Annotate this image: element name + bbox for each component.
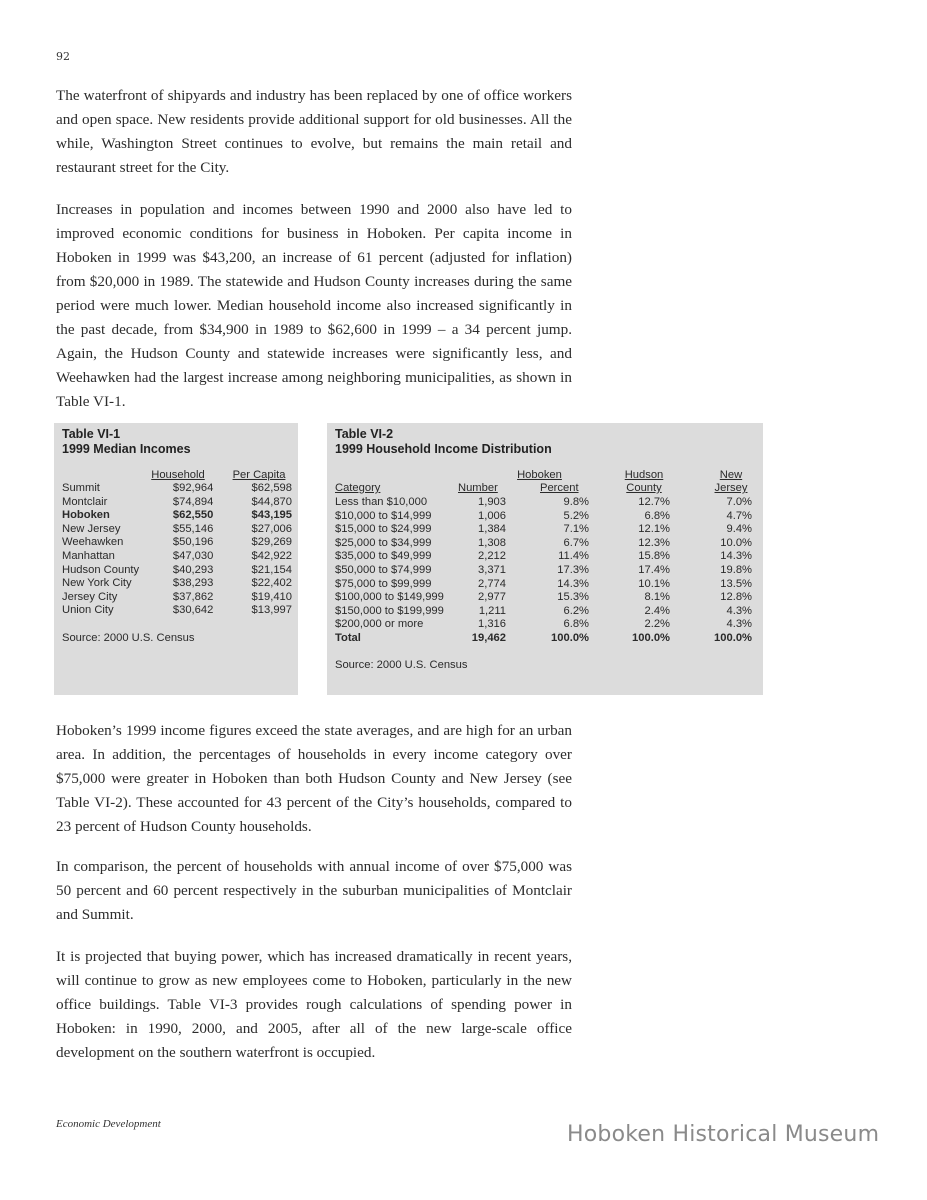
hoboken-number: 1,384: [478, 523, 506, 536]
table-row: [335, 550, 755, 564]
table-household-income-distribution: [327, 423, 763, 695]
per-capita-income: $44,870: [251, 495, 292, 508]
per-capita-income: $22,402: [251, 577, 292, 590]
household-income: $38,293: [172, 577, 214, 590]
table2-header-hudson-1: Hudson: [624, 469, 664, 481]
hoboken-number: 2,212: [478, 550, 506, 563]
household-income: $40,293: [172, 563, 214, 576]
table2-header-number: Number: [458, 482, 498, 494]
new-jersey-percent: 14.3%: [720, 550, 752, 563]
hudson-county-percent: 17.4%: [638, 563, 670, 576]
hoboken-percent: 100.0%: [551, 631, 589, 644]
hudson-county-percent: 6.8%: [644, 509, 670, 522]
table1-body: [62, 482, 292, 618]
hudson-county-percent: 8.1%: [644, 591, 670, 604]
table2-header-percent: Percent: [540, 482, 579, 494]
new-jersey-percent: 4.3%: [726, 618, 752, 631]
table-row: [335, 496, 755, 510]
row-label: Hoboken: [62, 509, 110, 522]
hoboken-percent: 11.4%: [558, 550, 589, 563]
table-row: [335, 605, 755, 619]
hoboken-number: 19,462: [471, 631, 506, 644]
new-jersey-percent: 13.5%: [720, 577, 752, 590]
per-capita-income: $43,195: [251, 509, 292, 522]
hoboken-percent: 5.2%: [563, 509, 589, 522]
hoboken-percent: 17.3%: [557, 563, 589, 576]
row-label: New York City: [62, 577, 132, 590]
table-row: [62, 523, 292, 537]
hoboken-number: 1,006: [478, 509, 506, 522]
hoboken-number: 1,903: [478, 496, 506, 508]
row-label: Weehawken: [62, 536, 124, 549]
income-category: $15,000 to $24,999: [335, 523, 432, 536]
new-jersey-percent: 100.0%: [714, 631, 752, 644]
new-jersey-percent: 19.8%: [720, 563, 752, 576]
income-category: Less than $10,000: [335, 496, 428, 508]
table1-header-per-capita: Per Capita: [232, 469, 286, 481]
hudson-county-percent: 12.1%: [638, 523, 670, 536]
hudson-county-percent: 100.0%: [632, 631, 670, 644]
table-row: [62, 577, 292, 591]
table-row: [62, 550, 292, 564]
table-row: [62, 496, 292, 510]
table2-title-name: 1999 Household Income Distribution: [335, 442, 552, 456]
table2-header-hudson-2: County: [626, 482, 662, 494]
table2-header-nj-2: Jersey: [714, 482, 748, 494]
hudson-county-percent: 2.2%: [644, 618, 670, 631]
hoboken-number: 1,308: [478, 536, 506, 549]
hudson-county-percent: 2.4%: [644, 604, 670, 617]
row-label: Summit: [62, 482, 100, 494]
hoboken-percent: 6.7%: [563, 536, 589, 549]
hoboken-percent: 15.3%: [557, 591, 589, 604]
row-label: Montclair: [62, 495, 108, 508]
paragraph-waterfront: The waterfront of shipyards and industry has been replaced by one of office workers and open space. New residents provide additional support for old businesses. All the while, Washington Street continues to evolve, but remains the main retail and restaurant street for the City.: [56, 87, 572, 176]
per-capita-income: $62,598: [251, 482, 292, 494]
hoboken-number: 1,211: [478, 604, 506, 617]
new-jersey-percent: 12.8%: [720, 591, 752, 604]
table2-body: [335, 496, 755, 646]
row-label: Jersey City: [62, 590, 118, 603]
new-jersey-percent: 4.3%: [726, 604, 752, 617]
paragraph-buying-power: It is projected that buying power, which has increased dramatically in recent years, will continue to grow as new employees come to Hoboken, particularly in the new office buildings. Table VI-3 provides rough calculations of spending power in Hoboken: in 1990, 2000, and 2005, after all of the new large-scale office development on the southern waterfront is occupied.: [56, 948, 572, 1061]
income-category: $200,000 or more: [335, 618, 424, 631]
page-number: 92: [56, 50, 70, 63]
income-category: $35,000 to $49,999: [335, 550, 432, 563]
table-median-incomes: [54, 423, 298, 695]
table1-source: Source: 2000 U.S. Census: [62, 632, 195, 644]
paragraph-income-increases: Increases in population and incomes between 1990 and 2000 also have led to improved economic conditions for business in Hoboken. Per capita income in Hoboken in 1999 was $43,200, an increase of 61 percent (adjusted for inflation) from $20,000 in 1989. The statewide and Hudson County increases during the same period were much lower. Median household income also increased significantly in the past decade, from $34,900 in 1989 to $62,600 in 1999 – a 34 percent jump. Again, the Hudson County and statewide increases were significantly less, and Weehawken had the largest increase among neighboring municipalities, as shown in Table VI-1.: [56, 201, 572, 410]
paragraph-hoboken-figures: Hoboken’s 1999 income figures exceed the state averages, and are high for an urban area. In addition, the percentages of households in every income category over $75,000 were greater in Hoboken than both Hudson County and New Jersey (see Table VI-2). These accounted for 43 percent of the City’s households, compared to 23 percent of Hudson County households.: [56, 722, 572, 835]
per-capita-income: $21,154: [251, 563, 292, 576]
income-category: $10,000 to $14,999: [335, 509, 432, 522]
row-label: New Jersey: [62, 522, 121, 535]
hudson-county-percent: 15.8%: [638, 550, 670, 563]
table1-title: [62, 427, 191, 457]
hoboken-percent: 6.2%: [563, 604, 589, 617]
table-row: [335, 618, 755, 632]
household-income: $92,964: [172, 482, 214, 494]
table2-title: [335, 427, 552, 457]
row-label: Union City: [62, 604, 114, 617]
row-label: Hudson County: [62, 563, 140, 576]
hoboken-percent: 6.8%: [563, 618, 589, 631]
table-row: [335, 537, 755, 551]
household-income: $74,894: [172, 495, 214, 508]
table-row: [62, 564, 292, 578]
hoboken-number: 2,977: [478, 591, 506, 604]
table-row: [335, 632, 755, 646]
per-capita-income: $27,006: [251, 522, 292, 535]
hoboken-percent: 7.1%: [563, 523, 589, 536]
paragraph-comparison: In comparison, the percent of households with annual income of over $75,000 was 50 percent and 60 percent respectively in the suburban municipalities of Montclair and Summit.: [56, 858, 572, 923]
table2-source: Source: 2000 U.S. Census: [335, 659, 468, 671]
table-row: [62, 536, 292, 550]
table-row: [62, 482, 292, 496]
table1-header-household: Household: [151, 469, 205, 481]
hoboken-number: 1,316: [478, 618, 506, 631]
table-row: [335, 523, 755, 537]
table-row: [335, 578, 755, 592]
table1-title-number: Table VI-1: [62, 427, 121, 441]
new-jersey-percent: 7.0%: [726, 496, 752, 508]
watermark: Hoboken Historical Museum: [567, 1122, 880, 1147]
income-category: $50,000 to $74,999: [335, 563, 432, 576]
per-capita-income: $19,410: [251, 590, 292, 603]
income-category: $150,000 to $199,999: [335, 604, 444, 617]
hudson-county-percent: 10.1%: [638, 577, 670, 590]
household-income: $30,642: [172, 604, 214, 617]
hoboken-percent: 9.8%: [563, 496, 589, 508]
table2-title-number: Table VI-2: [335, 427, 394, 441]
table-row: [62, 509, 292, 523]
household-income: $62,550: [172, 509, 214, 522]
hoboken-number: 2,774: [478, 577, 506, 590]
table-row: [335, 564, 755, 578]
table2-group-hoboken: Hoboken: [517, 469, 562, 481]
income-category: $100,000 to $149,999: [335, 591, 444, 604]
table2-header-category: Category: [335, 482, 381, 494]
hudson-county-percent: 12.3%: [638, 536, 670, 549]
table-row: [62, 604, 292, 618]
per-capita-income: $13,997: [251, 604, 292, 617]
household-income: $50,196: [172, 536, 214, 549]
hoboken-percent: 14.3%: [557, 577, 589, 590]
table1-title-name: 1999 Median Incomes: [62, 442, 191, 456]
new-jersey-percent: 4.7%: [726, 509, 752, 522]
new-jersey-percent: 10.0%: [720, 536, 752, 549]
income-category: $25,000 to $34,999: [335, 536, 432, 549]
income-category: Total: [335, 631, 361, 644]
footer-section-title: Economic Development: [56, 1118, 161, 1130]
household-income: $55,146: [172, 522, 214, 535]
table-row: [335, 591, 755, 605]
row-label: Manhattan: [62, 549, 115, 562]
table-row: [335, 510, 755, 524]
hudson-county-percent: 12.7%: [638, 496, 670, 508]
table2-header-nj-1: New: [719, 469, 743, 481]
per-capita-income: $42,922: [251, 549, 292, 562]
table-row: [62, 591, 292, 605]
new-jersey-percent: 9.4%: [726, 523, 752, 536]
per-capita-income: $29,269: [251, 536, 292, 549]
income-category: $75,000 to $99,999: [335, 577, 432, 590]
household-income: $47,030: [172, 549, 214, 562]
household-income: $37,862: [172, 590, 214, 603]
hoboken-number: 3,371: [478, 563, 506, 576]
